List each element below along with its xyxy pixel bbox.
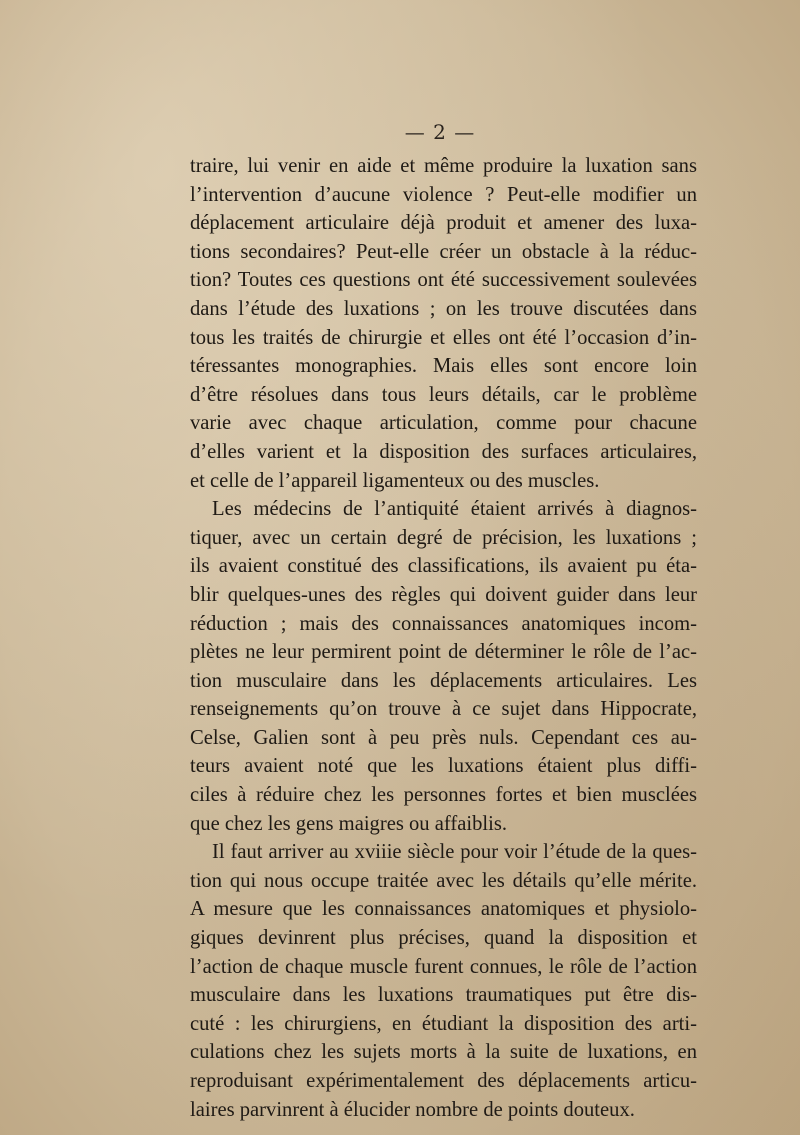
text-line: teurs avaient noté que les luxations étaient plus diffi- bbox=[190, 755, 697, 778]
text-line: varie avec chaque articulation, comme pour chacune bbox=[190, 412, 697, 435]
text-line: tion musculaire dans les déplacements articulaires. Les bbox=[190, 669, 697, 692]
text-line: tiquer, avec un certain degré de précision, les luxations ; bbox=[190, 526, 697, 549]
text-line: téressantes monographies. Mais elles sont encore loin bbox=[190, 355, 697, 378]
text-line: Il faut arriver au xviiie siècle pour voir l’étude de la ques- bbox=[212, 841, 697, 864]
text-line: Les médecins de l’antiquité étaient arrivés à diagnos- bbox=[212, 498, 697, 521]
body-text bbox=[190, 152, 697, 1124]
text-line: d’être résolues dans tous leurs détails, car le problème bbox=[190, 383, 697, 406]
text-line: d’elles varient et la disposition des surfaces articulaires, bbox=[190, 440, 697, 463]
text-line: blir quelques-unes des règles qui doivent guider dans leur bbox=[190, 583, 697, 606]
text-line: déplacement articulaire déjà produit et amener des luxa- bbox=[190, 212, 697, 235]
text-line: Celse, Galien sont à peu près nuls. Cependant ces au- bbox=[190, 726, 697, 749]
text-line: tions secondaires? Peut-elle créer un obstacle à la réduc- bbox=[190, 240, 697, 263]
text-line: dans l’étude des luxations ; on les trouve discutées dans bbox=[190, 297, 697, 320]
text-line: traire, lui venir en aide et même produire la luxation sans bbox=[190, 155, 697, 177]
paragraph-3 bbox=[190, 838, 697, 1124]
text-line: ils avaient constitué des classifications, ils avaient pu éta- bbox=[190, 555, 697, 578]
text-line: tion qui nous occupe traitée avec les détails qu’elle mérite. bbox=[190, 869, 697, 892]
text-line: A mesure que les connaissances anatomiques et physiolo- bbox=[190, 898, 697, 921]
text-line: cuté : les chirurgiens, en étudiant la disposition des arti- bbox=[190, 1012, 697, 1035]
text-line: tous les traités de chirurgie et elles ont été l’occasion d’in- bbox=[190, 326, 697, 349]
page-number: — 2 — bbox=[404, 120, 476, 144]
text-line: et celle de l’appareil ligamenteux ou des muscles. bbox=[190, 469, 600, 492]
text-line: que chez les gens maigres ou affaiblis. bbox=[190, 812, 508, 835]
text-line: musculaire dans les luxations traumatiques put être dis- bbox=[190, 984, 697, 1007]
text-line: culations chez les sujets morts à la suite de luxations, en bbox=[190, 1041, 697, 1064]
text-line: l’intervention d’aucune violence ? Peut-elle modifier un bbox=[190, 183, 697, 206]
paragraph-1 bbox=[190, 152, 697, 495]
text-line: laires parvinrent à élucider nombre de points douteux. bbox=[190, 1098, 635, 1121]
text-line: renseignements qu’on trouve à ce sujet dans Hippocrate, bbox=[190, 698, 697, 721]
text-line: réduction ; mais des connaissances anatomiques incom- bbox=[190, 612, 697, 635]
text-line: reproduisant expérimentalement des déplacements articu- bbox=[190, 1070, 697, 1092]
text-line: giques devinrent plus précises, quand la disposition et bbox=[190, 927, 697, 950]
text-line: l’action de chaque muscle furent connues, le rôle de l’action bbox=[190, 955, 697, 978]
text-line: ciles à réduire chez les personnes fortes et bien musclées bbox=[190, 784, 697, 807]
text-line: plètes ne leur permirent point de déterminer le rôle de l’ac- bbox=[190, 641, 697, 664]
text-line: tion? Toutes ces questions ont été successivement soulevées bbox=[190, 269, 697, 292]
paragraph-2 bbox=[190, 495, 697, 838]
